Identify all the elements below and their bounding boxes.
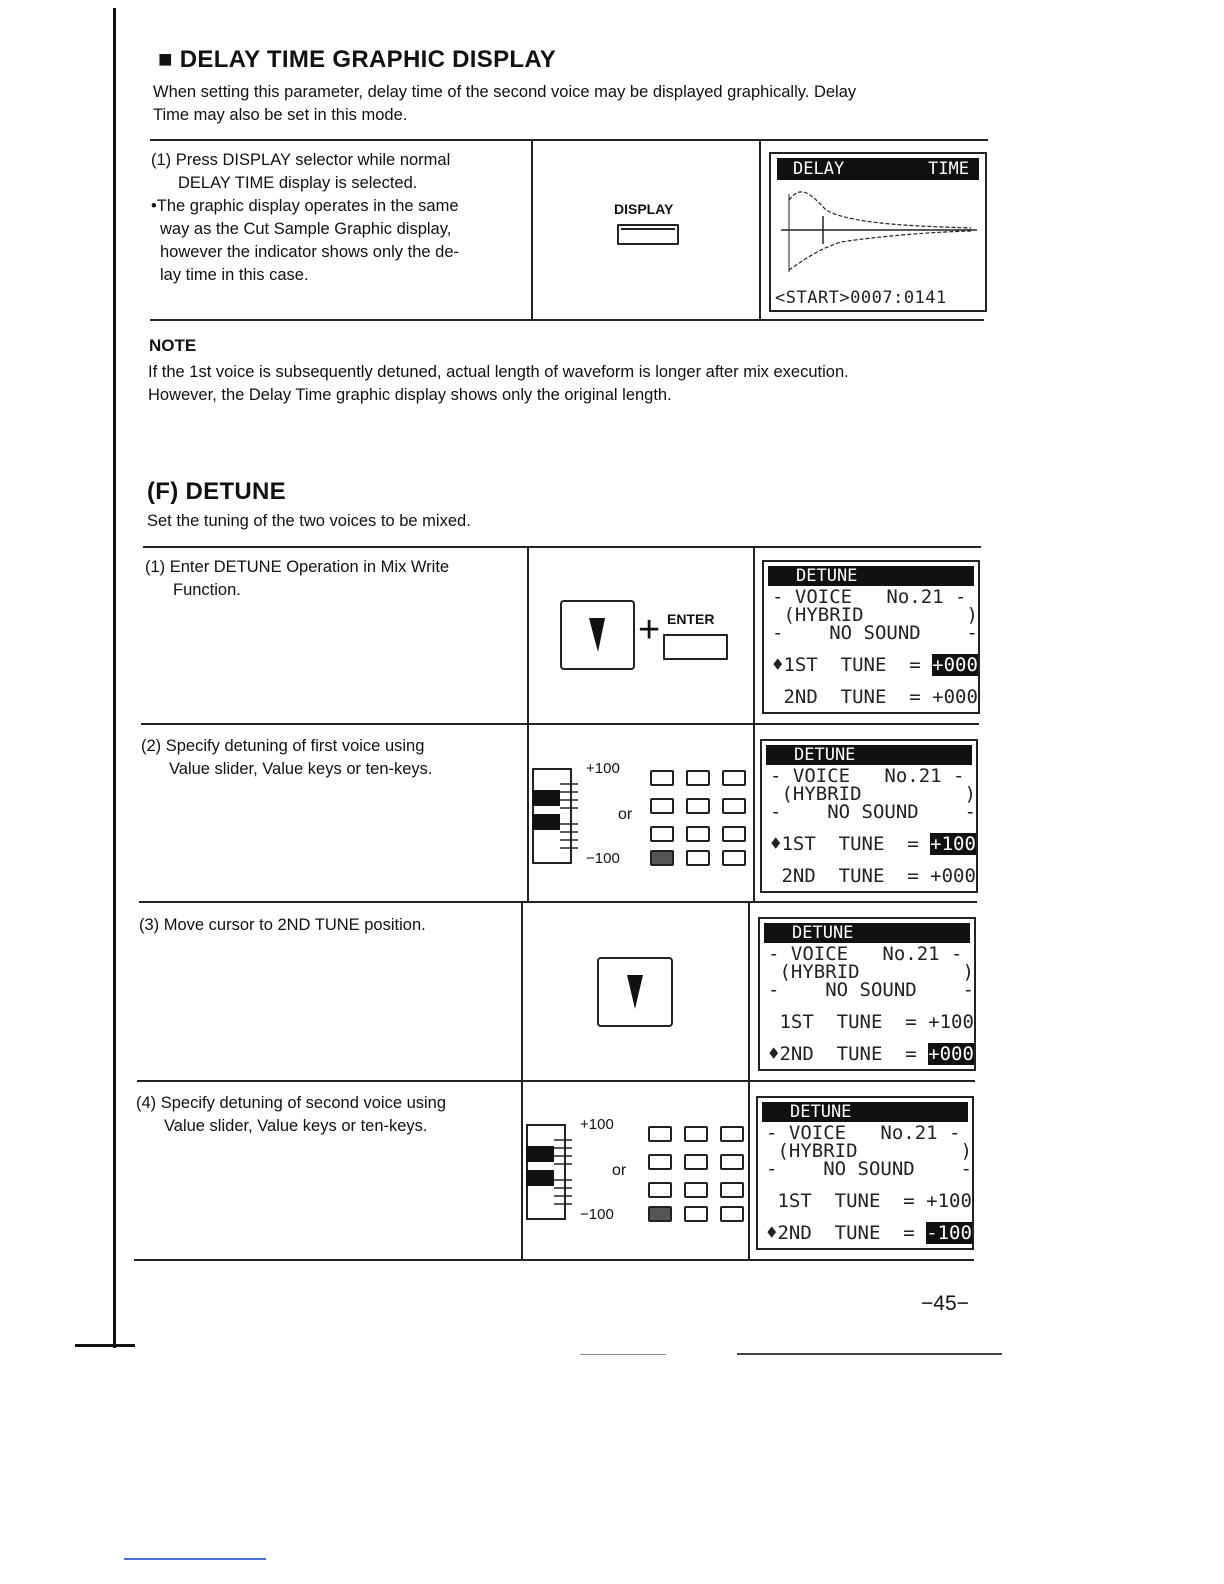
detune-rule-2 [139, 901, 977, 903]
detune-step-1 [145, 556, 449, 602]
delay-step-line: DELAY TIME display is selected. [178, 174, 418, 192]
display-button[interactable] [617, 224, 679, 245]
ten-key[interactable] [684, 1126, 708, 1142]
detune-col-1 [527, 547, 529, 903]
detune-step-4 [136, 1092, 446, 1138]
delay-lcd [769, 152, 987, 312]
ten-key[interactable] [686, 826, 710, 842]
detune-lcd-1 [762, 560, 980, 714]
detune-step-1-line-2: Function. [173, 581, 241, 599]
ten-key[interactable] [684, 1182, 708, 1198]
delay-intro-1: When setting this parameter, delay time of the second voice may be displayed graphically. Delay [153, 83, 857, 101]
ten-key[interactable] [722, 850, 746, 866]
lcd-2nd-value: +000 [932, 686, 978, 708]
waveform-upper [789, 192, 971, 228]
ten-key[interactable] [684, 1206, 708, 1222]
lcd-line-type: (HYBRID ) [766, 1140, 972, 1162]
detune-rule-4 [134, 1259, 974, 1261]
ten-key[interactable] [720, 1206, 744, 1222]
lcd-1st-value: +000 [932, 654, 978, 676]
detune-intro: Set the tuning of the two voices to be mixed. [147, 512, 471, 530]
or-label: or [612, 1162, 627, 1179]
delay-step [151, 149, 459, 287]
delay-step-line: •The graphic display operates in the same [151, 197, 459, 215]
lcd-line-1st-tune [768, 1011, 974, 1033]
delay-col-2 [759, 140, 761, 320]
ten-key[interactable] [650, 850, 674, 866]
detune-col-2 [753, 547, 755, 903]
slider-knob[interactable] [526, 1170, 554, 1186]
display-button-inner [621, 228, 675, 230]
lcd-line-voice: - VOICE No.21 - [770, 765, 965, 787]
lcd-title: DETUNE [762, 1102, 968, 1122]
detune-step-2-line-1: (2) Specify detuning of first voice using [141, 737, 425, 755]
detune-step-3 [139, 914, 426, 937]
keypad [648, 1126, 748, 1222]
lcd-line-type: (HYBRID ) [768, 961, 974, 983]
slider-max-label: +100 [580, 1116, 614, 1133]
detune-step-2-line-2: Value slider, Value keys or ten-keys. [169, 760, 433, 778]
cursor-down-key[interactable] [560, 600, 635, 670]
lcd-title: DETUNE [766, 745, 972, 765]
ten-key[interactable] [648, 1154, 672, 1170]
lcd-line-1st-tune [772, 654, 978, 676]
delay-heading: ■ DELAY TIME GRAPHIC DISPLAY [158, 46, 557, 73]
display-button-label: DISPLAY [614, 201, 674, 217]
detune-rule-1 [141, 723, 979, 725]
margin-bar-foot [75, 1344, 135, 1347]
lcd-1st-label: ♦1ST TUNE = [770, 833, 931, 855]
slider-max-label: +100 [586, 760, 620, 777]
lcd-line-voice: - VOICE No.21 - [766, 1122, 961, 1144]
enter-key[interactable] [663, 634, 728, 660]
enter-label: ENTER [667, 611, 715, 627]
footer-rule [737, 1353, 1002, 1355]
lcd-2nd-value: +000 [930, 865, 976, 887]
cursor-down-key-2[interactable] [597, 957, 673, 1027]
detune-heading: (F) DETUNE [147, 478, 286, 505]
delay-waveform [771, 154, 985, 310]
detune-step-4-line-2: Value slider, Value keys or ten-keys. [164, 1117, 428, 1135]
lcd-2nd-label: 2ND TUNE = [770, 865, 931, 887]
footer-rule-short [580, 1354, 666, 1355]
detune-lcd-4 [756, 1096, 974, 1250]
detune-step-4-line-1: (4) Specify detuning of second voice using [136, 1094, 447, 1112]
lcd-title: DETUNE [768, 566, 974, 586]
ten-key[interactable] [686, 798, 710, 814]
delay-lcd-footer: <START>0007:0141 [775, 288, 947, 308]
slider-knob[interactable] [532, 814, 560, 830]
ten-key[interactable] [722, 770, 746, 786]
lcd-1st-value: +100 [930, 833, 976, 855]
delay-lcd-title-left: DELAY [793, 159, 845, 179]
delay-step-line: (1) Press DISPLAY selector while normal [151, 151, 451, 169]
lcd-2nd-label: ♦2ND TUNE = [768, 1043, 929, 1065]
lcd-1st-value: +100 [926, 1190, 972, 1212]
lcd-line-2nd-tune [770, 865, 976, 887]
down-arrow-icon [599, 959, 671, 1025]
delay-table-top [150, 139, 988, 141]
ten-key[interactable] [722, 826, 746, 842]
slider-min-label: −100 [586, 850, 620, 867]
delay-step-line: way as the Cut Sample Graphic display, [160, 220, 452, 238]
detune-col-1b [521, 903, 523, 1260]
down-arrow-shape [589, 618, 605, 652]
lcd-1st-label: 1ST TUNE = [766, 1190, 927, 1212]
slider-group-1 [532, 760, 752, 870]
lcd-1st-value: +100 [928, 1011, 974, 1033]
ten-key[interactable] [648, 1206, 672, 1222]
lcd-line-name: - NO SOUND - [772, 622, 978, 644]
note-label: NOTE [149, 336, 197, 355]
detune-col-2b [748, 903, 750, 1260]
ten-key[interactable] [720, 1182, 744, 1198]
lcd-line-type: (HYBRID ) [772, 604, 978, 626]
note-line-2: However, the Delay Time graphic display shows only the original length. [148, 386, 672, 404]
note-line-1: If the 1st voice is subsequently detuned, actual length of waveform is longer after mix execution. [148, 363, 849, 381]
lcd-line-2nd-tune [772, 686, 978, 708]
lcd-line-name: - NO SOUND - [770, 801, 976, 823]
slider-group-2 [526, 1116, 746, 1226]
lcd-line-name: - NO SOUND - [766, 1158, 972, 1180]
ten-key[interactable] [722, 798, 746, 814]
lcd-2nd-value: +000 [928, 1043, 974, 1065]
lcd-line-name: - NO SOUND - [768, 979, 974, 1001]
bottom-blue-rule [124, 1558, 266, 1560]
detune-step-3-line-1: (3) Move cursor to 2ND TUNE position. [139, 916, 426, 934]
slider-knob[interactable] [526, 1146, 554, 1162]
detune-lcd-3 [758, 917, 976, 1071]
delay-intro-2: Time may also be set in this mode. [153, 106, 408, 124]
lcd-line-1st-tune [766, 1190, 972, 1212]
lcd-line-type: (HYBRID ) [770, 783, 976, 805]
margin-bar [113, 8, 116, 1348]
lcd-line-2nd-tune [766, 1222, 972, 1244]
slider-min-label: −100 [580, 1206, 614, 1223]
keypad [650, 770, 750, 866]
lcd-line-voice: - VOICE No.21 - [768, 943, 963, 965]
detune-rule-0 [143, 546, 981, 548]
ten-key[interactable] [648, 1182, 672, 1198]
lcd-2nd-label: ♦2ND TUNE = [766, 1222, 927, 1244]
delay-col-1 [531, 140, 533, 320]
delay-table-bottom [150, 319, 984, 321]
ten-key[interactable] [650, 826, 674, 842]
ten-key[interactable] [720, 1154, 744, 1170]
down-arrow-shape [627, 975, 643, 1009]
delay-step-line: lay time in this case. [160, 266, 309, 284]
waveform-lower [789, 231, 971, 270]
delay-step-line: however the indicator shows only the de- [160, 243, 459, 261]
or-label: or [618, 806, 633, 823]
page-number: −45− [921, 1292, 969, 1315]
ten-key[interactable] [650, 770, 674, 786]
plus-sign: + [638, 609, 661, 651]
lcd-2nd-value: -100 [926, 1222, 972, 1244]
ten-key[interactable] [650, 798, 674, 814]
ten-key[interactable] [684, 1154, 708, 1170]
lcd-line-1st-tune [770, 833, 976, 855]
down-arrow-icon [562, 602, 633, 668]
lcd-1st-label: 1ST TUNE = [768, 1011, 929, 1033]
delay-lcd-title-right: TIME [928, 159, 969, 179]
slider-knob[interactable] [532, 790, 560, 806]
ten-key[interactable] [686, 770, 710, 786]
detune-lcd-2 [760, 739, 978, 893]
ten-key[interactable] [720, 1126, 744, 1142]
detune-rule-3 [137, 1080, 975, 1082]
lcd-2nd-label: 2ND TUNE = [772, 686, 933, 708]
lcd-line-voice: - VOICE No.21 - [772, 586, 967, 608]
lcd-title: DETUNE [764, 923, 970, 943]
lcd-line-2nd-tune [768, 1043, 974, 1065]
lcd-1st-label: ♦1ST TUNE = [772, 654, 933, 676]
detune-step-1-line-1: (1) Enter DETUNE Operation in Mix Write [145, 558, 450, 576]
ten-key[interactable] [686, 850, 710, 866]
detune-step-2 [141, 735, 433, 781]
ten-key[interactable] [648, 1126, 672, 1142]
